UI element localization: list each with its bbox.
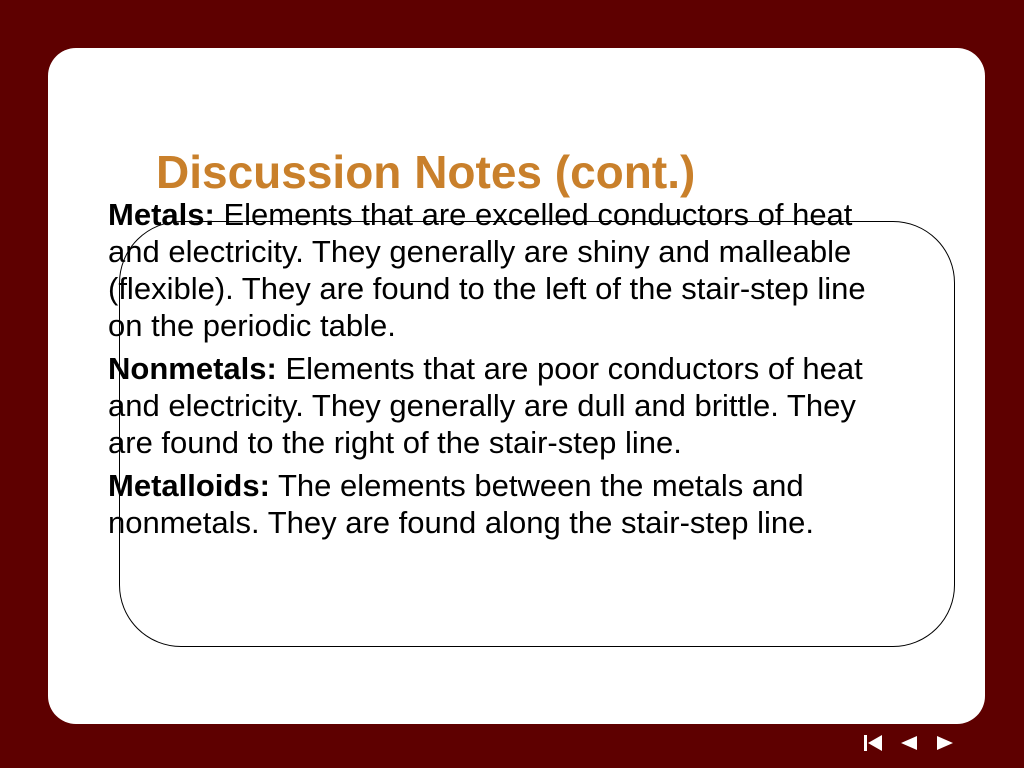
term-metals: Metals:	[108, 197, 215, 232]
paragraph-metalloids	[108, 467, 908, 541]
first-slide-button[interactable]	[862, 732, 884, 754]
paragraph-nonmetals	[108, 350, 908, 461]
first-slide-icon	[863, 734, 883, 752]
definition-nonmetals: Elements that are poor conductors of heat and electricity. They generally are dull and brittle. They are found to the right of the stair-step line.	[108, 351, 863, 460]
term-nonmetals: Nonmetals:	[108, 351, 277, 386]
previous-slide-button[interactable]	[898, 732, 920, 754]
previous-slide-icon	[900, 734, 918, 752]
paragraph-metals	[108, 196, 908, 344]
definition-metals: Elements that are excelled conductors of heat and electricity. They generally are shiny and malleable (flexible). They are found to the left of the stair-step line on the periodic table.	[108, 197, 866, 343]
term-metalloids: Metalloids:	[108, 468, 270, 503]
next-slide-button[interactable]	[934, 732, 956, 754]
slide-title: Discussion Notes (cont.)	[156, 146, 696, 198]
definition-metalloids: The elements between the metals and nonmetals. They are found along the stair-step line.	[108, 468, 814, 540]
slide-navigation	[862, 731, 956, 755]
next-slide-icon	[936, 734, 954, 752]
slide-content	[108, 196, 908, 547]
